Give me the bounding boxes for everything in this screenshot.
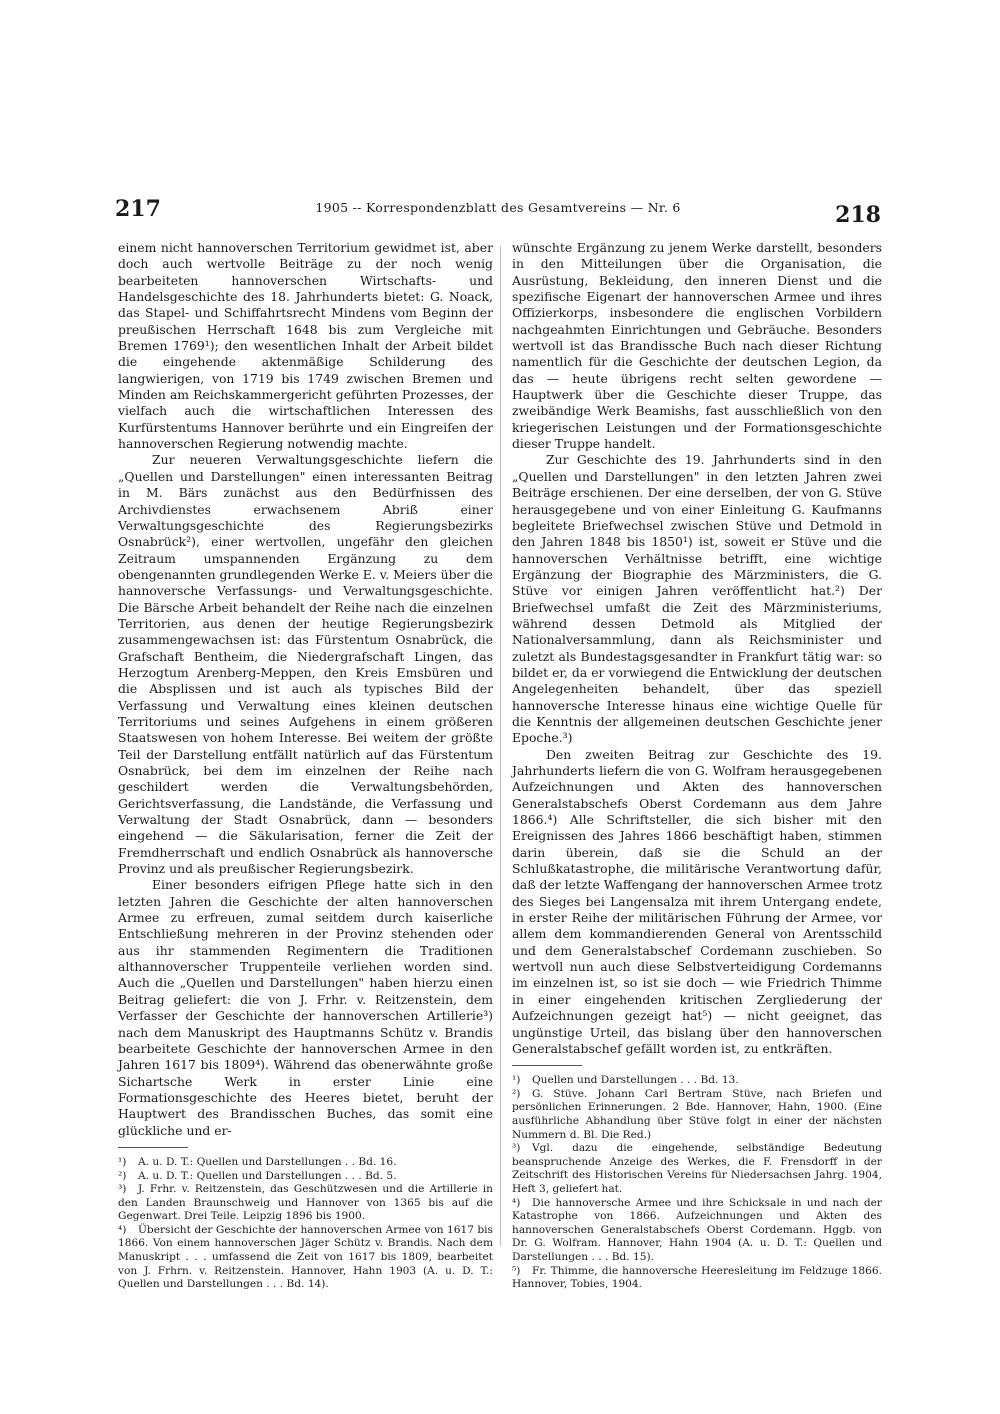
column-divider [500, 246, 501, 1246]
footnote-text: A. u. D. T.: Quellen und Darstellungen . . . Bd. 5. [138, 1169, 397, 1182]
footnote [512, 1088, 882, 1142]
footnote-text: Die hannoversche Armee und ihre Schicksale in und nach der Katastrophe von 1866. Aufzeichnungen und Akten des hannoverschen Generalstabschefs Oberst Cordemann. Hggb. von Dr. G. Wolfram. Hannover, Hahn 1904 (A. u. D. T.: Quellen und Darstellungen . . . Bd. 15). [512, 1196, 882, 1263]
left-column [118, 240, 493, 1292]
paragraph: Den zweiten Beitrag zur Geschichte des 19. Jahrhunderts liefern die von G. Wolfram herausgegebenen Aufzeichnungen und Akten des hannoverschen Generalstabschefs Oberst Cordemann aus dem Jahre 1866.⁴) Alle Schriftsteller, die sich bisher mit den Ereignissen des Jahres 1866 beschäftigt haben, stimmen darin überein, daß sie die Schuld an der Schlußkatastrophe, die militärische Verantwortung dafür, daß der letzte Waffengang der hannoverschen Armee trotz des Sieges bei Langensalza mit ihrem Untergang endete, in erster Reihe der militärischen Führung der Armee, vor allem dem kommandierenden General von Arentsschild und dem Generalstabschef Cordemann zuschieben. So wertvoll nun auch diese Selbstverteidigung Cordemanns im einzelnen ist, so ist sie doch — wie Friedrich Thimme in einer eingehenden kritischen Zergliederung der Aufzeichnungen gezeigt hat⁵) — nicht geeignet, das ungünstige Urteil, das bislang über den hannoverschen Generalstabschef gefällt worden ist, zu entkräften. [512, 746, 882, 1056]
footnote-mark: ⁵) [512, 1264, 521, 1277]
running-title: 1905 -- Korrespondenzblatt des Gesamtvereins — Nr. 6 [315, 200, 681, 215]
footnote-text: J. Frhr. v. Reitzenstein, das Geschützwesen und die Artillerie in den Landen Braunschweig und Hannover von 1365 bis auf die Gegenwart. Drei Teile. Leipzig 1896 bis 1900. [118, 1183, 493, 1223]
page-header [115, 196, 881, 228]
right-column [512, 240, 882, 1292]
footnote-text: Quellen und Darstellungen . . . Bd. 13. [532, 1074, 739, 1087]
footnote [512, 1074, 882, 1088]
footnote [118, 1224, 493, 1292]
footnote [512, 1265, 882, 1292]
page-number-right: 218 [835, 202, 881, 228]
page-number-left: 217 [115, 196, 161, 222]
footnote [512, 1142, 882, 1196]
paragraph: einem nicht hannoverschen Territorium gewidmet ist, aber doch auch wertvolle Beiträge zu der noch wenig bearbeiteten hannoverschen Wirtschafts- und Handelsgeschichte des 18. Jahrhunderts bietet: G. Noack, das Stapel- und Schiffahrtsrecht Mindens vom Beginn der preußischen Herrschaft 1648 bis zum Vergleiche mit Bremen 1769¹); den wesentlichen Inhalt der Arbeit bildet die eingehende aktenmäßige Schilderung des langwierigen, von 1719 bis 1749 zwischen Bremen und Minden am Reichskammergericht geführten Prozesses, der vielfach auch die wirtschaftlichen Interessen des Kurfürstentums Hannover berührte und ein Eingreifen der hannoverschen Regierung notwendig machte. [118, 240, 493, 452]
footnote-mark: ³) [118, 1183, 127, 1196]
footnote-mark: ²) [118, 1169, 127, 1182]
footnote-text: Fr. Thimme, die hannoversche Heeresleitung im Feldzuge 1866. Hannover, Tobies, 1904. [512, 1264, 882, 1291]
footnote [512, 1197, 882, 1265]
footnote-mark: ²) [512, 1087, 521, 1100]
footnote-mark: ⁴) [118, 1223, 127, 1236]
footnote-text: Vgl. dazu die eingehende, selbständige Bedeutung beanspruchende Anzeige des Werkes, die F. Frensdorff in der Zeitschrift des Historischen Vereins für Niedersachsen Jahrg. 1904, Heft 3, geliefert hat. [512, 1142, 882, 1195]
footnote-text: G. Stüve. Johann Carl Bertram Stüve, nach Briefen und persönlichen Erinnerungen. 2 Bde. Hannover, Hahn, 1900. (Eine ausführliche Abhandlung über Stüve folgt in einer der nächsten Nummern d. Bl. Die Red.) [512, 1087, 882, 1141]
footnote-mark: ⁴) [512, 1196, 521, 1209]
footnote-text: A. u. D. T.: Quellen und Darstellungen . . Bd. 16. [138, 1155, 397, 1168]
paragraph: Einer besonders eifrigen Pflege hatte sich in den letzten Jahren die Geschichte der alten hannoverschen Armee zu erfreuen, zumal seitdem durch kaiserliche Entschließung mehreren in der Provinz stehenden oder aus ihr stammenden Regimentern die Traditionen althannoverscher Truppenteile verliehen worden sind. Auch die „Quellen und Darstellungen" haben hierzu einen Beitrag geliefert: die von J. Frhr. v. Reitzenstein, dem Verfasser der Geschichte der hannoverschen Artillerie³) nach dem Manuskript des Hauptmanns Schütz v. Brandis bearbeitete Geschichte der hannoverschen Armee in den Jahren 1617 bis 1809⁴). Während das obenerwähnte große Sichartsche Werk in erster Linie eine Formationsgeschichte des Heeres bietet, beruht der Hauptwert des Brandisschen Buches, das somit eine glückliche und er- [118, 877, 493, 1138]
footnote [118, 1183, 493, 1224]
footnote [118, 1156, 493, 1170]
paragraph: wünschte Ergänzung zu jenem Werke darstellt, besonders in den Mitteilungen über die Organisation, die Ausrüstung, Bekleidung, den inneren Dienst und die spezifische Eigenart der hannoverschen Armee und ihres Offizierkorps, insbesondere die englischen Vorbildern nachgeahmten Einrichtungen und Gebräuche. Besonders wertvoll ist das Brandissche Buch nach dieser Richtung namentlich für die Geschichte der deutschen Legion, da das — heute übrigens recht selten gewordene — Hauptwerk über die Geschichte dieser Truppe, das zweibändige Werk Beamishs, fast ausschließlich von den kriegerischen Leistungen und der Formationsgeschichte dieser Truppe handelt. [512, 240, 882, 452]
footnote-mark: ¹) [512, 1074, 521, 1087]
paragraph: Zur Geschichte des 19. Jahrhunderts sind in den „Quellen und Darstellungen" in den letzten Jahren zwei Beiträge erschienen. Der eine derselben, der von G. Stüve herausgegebene und von einer Einleitung G. Kaufmanns begleitete Briefwechsel zwischen Stüve und Detmold in den Jahren 1848 bis 1850¹) ist, soweit er Stüve und die hannoverschen Verhältnisse betrifft, eine wichtige Ergänzung der Biographie des Märzministers, die G. Stüve vor einigen Jahren veröffentlicht hat.²) Der Briefwechsel umfaßt die Zeit des Märzministeriums, während dessen Detmold als Mitglied der Nationalversammlung, dann als Reichsminister und zuletzt als Bundestagsgesandter in Frankfurt tätig war: so bildet er, da er vorwiegend die Entwicklung der deutschen Angelegenheiten behandelt, über das speziell hannoversche Interesse hinaus eine wichtige Quelle für die Kenntnis der allgemeinen deutschen Geschichte jener Epoche.³) [512, 452, 882, 746]
footnote-rule [118, 1147, 188, 1148]
footnote-mark: ³) [512, 1142, 521, 1155]
footnote-rule [512, 1065, 582, 1066]
footnote [118, 1170, 493, 1184]
paragraph: Zur neueren Verwaltungsgeschichte liefern die „Quellen und Darstellungen" einen interessanten Beitrag in M. Bärs zunächst aus den Bedürfnissen des Archivdienstes erwachsenem Abriß einer Verwaltungsgeschichte des Regierungsbezirks Osnabrück²), einer wertvollen, ungefähr den gleichen Zeitraum umspannenden Ergänzung zu dem obengenannten grundlegenden Werke E. v. Meiers über die hannoversche Verfassungs- und Verwaltungsgeschichte. Die Bärsche Arbeit behandelt der Reihe nach die einzelnen Territorien, aus denen der heutige Regierungsbezirk zusammengewachsen ist: das Fürstentum Osnabrück, die Grafschaft Bentheim, die Niedergrafschaft Lingen, das Herzogtum Arenberg-Meppen, den Kreis Emsbüren und die Absplissen und ist auch als typisches Bild der Verfassung und Verwaltung eines kleinen deutschen Territoriums und seines Aufgehens in einem größeren Staatswesen von hohem Interesse. Bei weitem der größte Teil der Darstellung entfällt natürlich auf das Fürstentum Osnabrück, bei dem im einzelnen der Reihe nach geschildert werden die Verwaltungsbehörden, Gerichtsverfassung, die Landstände, die Verfassung und Verwaltung der Stadt Osnabrück, dann — besonders eingehend — die Säkularisation, ferner die Zeit der Fremdherrschaft und endlich Osnabrück als hannoversche Provinz und als preußischer Regierungsbezirk. [118, 452, 493, 877]
footnote-mark: ¹) [118, 1155, 127, 1168]
footnote-text: Übersicht der Geschichte der hannoverschen Armee von 1617 bis 1866. Von einem hannoverschen Jäger Schütz v. Brandis. Nach dem Manuskript . . . umfassend die Zeit von 1617 bis 1809, bearbeitet von J. Frhrn. v. Reitzenstein. Hannover, Hahn 1903 (A. u. D. T.: Quellen und Darstellungen . . . Bd. 14). [118, 1223, 493, 1291]
